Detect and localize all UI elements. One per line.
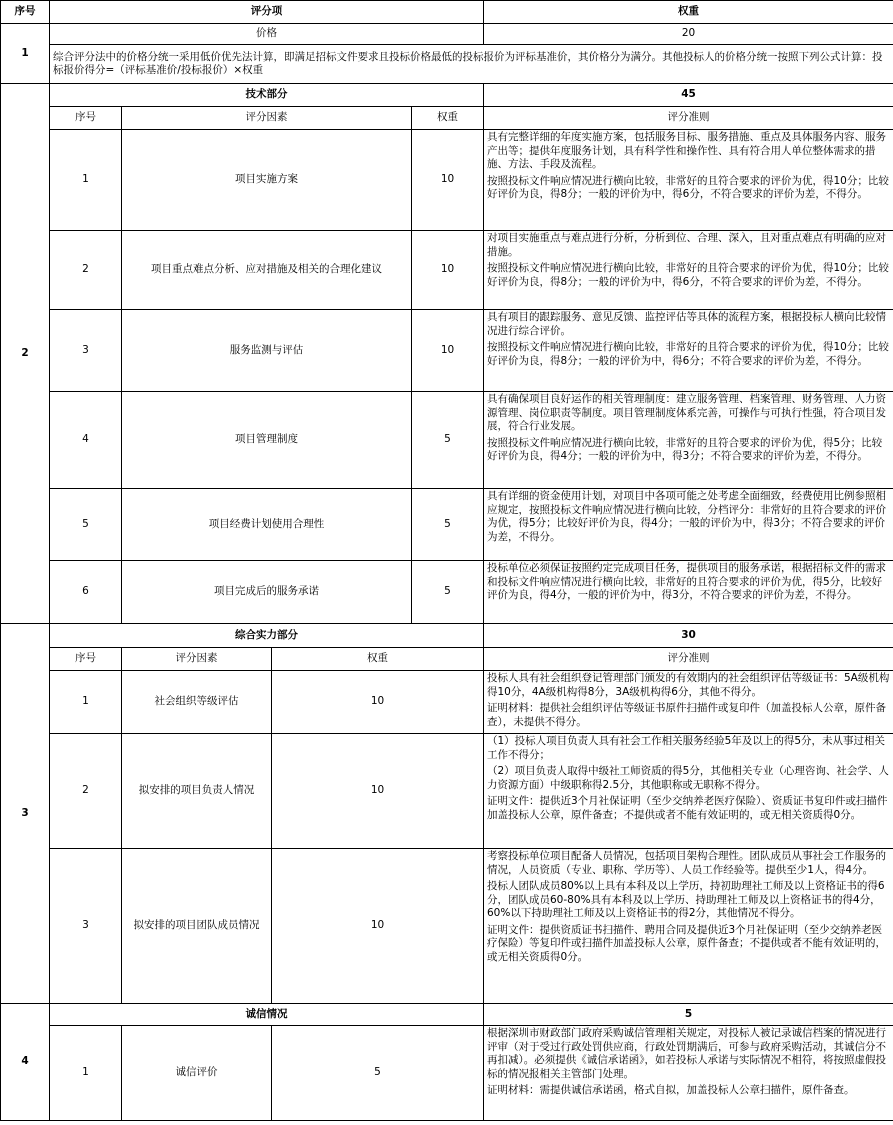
- integrity-title: 诚信情况: [50, 1004, 484, 1026]
- criteria-paragraph: 具有详细的资金使用计划，对项目中各项可能之处考虑全面细致，经费使用比例参照相应规定，按照投标文件响应情况进行横向比较，分档评分：非常好的且符合要求的评价为优，得5分；比较好评价为良，得4分；一般的评价为中，得3分；不符合要求的评价为差，不得分。: [487, 490, 886, 543]
- technical-col-criteria: 评分准则: [484, 107, 893, 130]
- row-factor: 社会组织等级评估: [122, 671, 272, 734]
- criteria-paragraph: 投标人具有社会组织登记管理部门颁发的有效期内的社会组织评估等级证书：5A级机构得10分，4A级机构得8分，3A级机构得6分，其他不得分。: [487, 672, 890, 698]
- header-item: 评分项: [50, 1, 484, 24]
- table-row: [1, 392, 893, 489]
- criteria-paragraph: 证明材料：需提供诚信承诺函，格式自拟，加盖投标人公章扫描件，原件备查。: [487, 1084, 855, 1096]
- row-weight: 5: [412, 561, 484, 624]
- row-no: 3: [50, 849, 122, 1004]
- criteria-paragraph: 证明材料：提供社会组织评估等级证书原件扫描件或复印件（加盖投标人公章，原件备查），未提供不得分。: [487, 702, 886, 728]
- technical-title-row: [1, 84, 893, 107]
- row-no: 4: [50, 392, 122, 489]
- row-no: 2: [50, 734, 122, 849]
- criteria-paragraph: （2）项目负责人取得中级社工师资质的得5分，其他相关专业（心理咨询、社会学、人力资源方面）中级职称得2.5分，其他职称或无职称不得分。: [487, 765, 889, 791]
- technical-col-factor: 评分因素: [122, 107, 412, 130]
- strength-section-no: 3: [1, 624, 50, 1004]
- header-no: 序号: [1, 1, 50, 24]
- row-factor: 服务监测与评估: [122, 310, 412, 392]
- row-weight: 10: [272, 849, 484, 1004]
- row-criteria: [484, 130, 893, 231]
- row-factor: 项目经费计划使用合理性: [122, 489, 412, 561]
- criteria-paragraph: 对项目实施重点与难点进行分析，分析到位、合理、深入，且对重点难点有明确的应对措施。: [487, 232, 886, 258]
- row-no: 1: [50, 671, 122, 734]
- technical-title: 技术部分: [50, 84, 484, 107]
- row-criteria: [484, 489, 893, 561]
- price-weight: 20: [484, 24, 893, 45]
- criteria-paragraph: 按照投标文件响应情况进行横向比较，非常好的且符合要求的评价为优，得10分；比较好评价为良，得8分；一般的评价为中，得6分；不符合要求的评价为差，不得分。: [487, 341, 889, 367]
- row-criteria: [484, 392, 893, 489]
- price-row: [1, 24, 893, 45]
- price-section-no: 1: [1, 24, 50, 84]
- table-row: [1, 1026, 893, 1121]
- row-weight: 10: [272, 671, 484, 734]
- row-no: 6: [50, 561, 122, 624]
- row-factor: 诚信评价: [122, 1026, 272, 1121]
- criteria-paragraph: 证明文件：提供近3个月社保证明（至少交纳养老医疗保险）、资质证书复印件或扫描件加盖投标人公章，原件备查；不提供或者不能有效证明的，或无相关资质得0分。: [487, 795, 888, 821]
- technical-col-weight: 权重: [412, 107, 484, 130]
- row-criteria: [484, 310, 893, 392]
- table-row: [1, 310, 893, 392]
- row-criteria: [484, 849, 893, 1004]
- row-weight: 10: [412, 231, 484, 310]
- criteria-paragraph: 具有确保项目良好运作的相关管理制度：建立服务管理、档案管理、财务管理、人力资源管理、岗位职责等制度。项目管理制度体系完善，可操作与可执行性强，符合项目发展，符合行业发展。: [487, 393, 886, 432]
- strength-col-factor: 评分因素: [122, 648, 272, 671]
- row-weight: 5: [272, 1026, 484, 1121]
- strength-subheader-row: [1, 648, 893, 671]
- row-criteria: [484, 1026, 893, 1121]
- table-row: [1, 671, 893, 734]
- row-factor: 拟安排的项目团队成员情况: [122, 849, 272, 1004]
- row-no: 5: [50, 489, 122, 561]
- strength-col-no: 序号: [50, 648, 122, 671]
- table-row: [1, 734, 893, 849]
- criteria-paragraph: 证明文件：提供资质证书扫描件、聘用合同及提供近3个月社保证明（至少交纳养老医疗保险）等复印件或扫描件加盖投标人公章，原件备查；不提供或者不能有效证明的，或无相关资质得0分。: [487, 923, 886, 963]
- technical-weight: 45: [484, 84, 893, 107]
- criteria-paragraph: 按照投标文件响应情况进行横向比较，非常好的且符合要求的评价为优，得5分；比较好评价为良，得4分；一般的评价为中，得3分；不符合要求的评价为差，不得分。: [487, 436, 883, 462]
- row-factor: 项目重点难点分析、应对措施及相关的合理化建议: [122, 231, 412, 310]
- technical-col-no: 序号: [50, 107, 122, 130]
- table-row: [1, 130, 893, 231]
- criteria-paragraph: 具有完整详细的年度实施方案，包括服务目标、服务措施、重点及具体服务内容、服务产出等；提供年度服务计划，具有科学性和操作性、具有符合用人单位整体需求的措施、方法、手段及流程。: [487, 131, 886, 170]
- table-row: [1, 231, 893, 310]
- criteria-paragraph: 具有项目的跟踪服务、意见反馈、监控评估等具体的流程方案，根据投标人横向比较情况进行综合评价。: [487, 311, 886, 337]
- criteria-paragraph: 投标人团队成员80%以上具有本科及以上学历，持初助理社工师及以上资格证书的得6分，团队成员60-80%具有本科及以上学历、持助理社工师及以上资格证书的得4分，60%以下持助理社工师及以上资格证书的得2分，其他情况不得分。: [487, 880, 885, 919]
- row-no: 1: [50, 130, 122, 231]
- integrity-section-no: 4: [1, 1004, 50, 1121]
- row-no: 1: [50, 1026, 122, 1121]
- row-no: 3: [50, 310, 122, 392]
- row-factor: 项目实施方案: [122, 130, 412, 231]
- row-weight: 10: [272, 734, 484, 849]
- strength-col-criteria: 评分准则: [484, 648, 893, 671]
- table-row: [1, 849, 893, 1004]
- strength-title: 综合实力部分: [50, 624, 484, 648]
- integrity-title-row: [1, 1004, 893, 1026]
- row-no: 2: [50, 231, 122, 310]
- strength-weight: 30: [484, 624, 893, 648]
- criteria-paragraph: 根据深圳市财政部门政府采购诚信管理相关规定，对投标人被记录诚信档案的情况进行评审（对于受过行政处罚供应商，行政处罚期满后，可参与政府采购活动，其诚信分不再扣减）。必须提供《诚信承诺函》，如若投标人承诺与实际情况不相符，将按照虚假投标的情况报相关主管部门处理。: [487, 1027, 886, 1080]
- header-weight: 权重: [484, 1, 893, 24]
- row-factor: 拟安排的项目负责人情况: [122, 734, 272, 849]
- row-weight: 5: [412, 392, 484, 489]
- row-criteria: [484, 561, 893, 624]
- strength-col-weight: 权重: [272, 648, 484, 671]
- criteria-paragraph: 投标单位必须保证按照约定完成项目任务，提供项目的服务承诺，根据招标文件的需求和投标文件响应情况进行横向比较，非常好的且符合要求的评价为优，得5分，比较好评价为良，得4分，一般的评价为中，得3分，不符合要求的评价为差，不得分。: [487, 562, 886, 601]
- criteria-paragraph: 按照投标文件响应情况进行横向比较，非常好的且符合要求的评价为优，得10分；比较好评价为良，得8分；一般的评价为中，得6分，不符合要求的评价为差，不得分。: [487, 174, 889, 200]
- row-criteria: [484, 231, 893, 310]
- row-factor: 项目完成后的服务承诺: [122, 561, 412, 624]
- technical-section-no: 2: [1, 84, 50, 624]
- row-criteria: [484, 734, 893, 849]
- criteria-paragraph: （1）投标人项目负责人具有社会工作相关服务经验5年及以上的得5分，未从事过相关工作不得分；: [487, 735, 886, 761]
- strength-title-row: [1, 624, 893, 648]
- row-weight: 5: [412, 489, 484, 561]
- price-formula-row: [1, 45, 893, 84]
- row-weight: 10: [412, 130, 484, 231]
- integrity-weight: 5: [484, 1004, 893, 1026]
- row-criteria: [484, 671, 893, 734]
- price-formula: 综合评分法中的价格分统一采用低价优先法计算，即满足招标文件要求且投标价格最低的投标报价为评标基准价，其价格分为满分。其他投标人的价格分统一按照下列公式计算：投标报价得分=（评标基准价/投标报价）×权重: [50, 45, 893, 84]
- criteria-paragraph: 考察投标单位项目配备人员情况，包括项目架构合理性。团队成员从事社会工作服务的情况，人员资质（专业、职称、学历等）、人员工作经验等。提供至少1人，得4分。: [487, 850, 886, 876]
- row-factor: 项目管理制度: [122, 392, 412, 489]
- price-label: 价格: [50, 24, 484, 45]
- row-weight: 10: [412, 310, 484, 392]
- table-row: [1, 561, 893, 624]
- table-row: [1, 489, 893, 561]
- technical-subheader-row: [1, 107, 893, 130]
- table-header-row: [1, 1, 893, 24]
- criteria-paragraph: 按照投标文件响应情况进行横向比较，非常好的且符合要求的评价为优，得10分；比较好评价为良，得8分；一般的评价为中，得6分，不符合要求的评价为差，不得分。: [487, 262, 889, 288]
